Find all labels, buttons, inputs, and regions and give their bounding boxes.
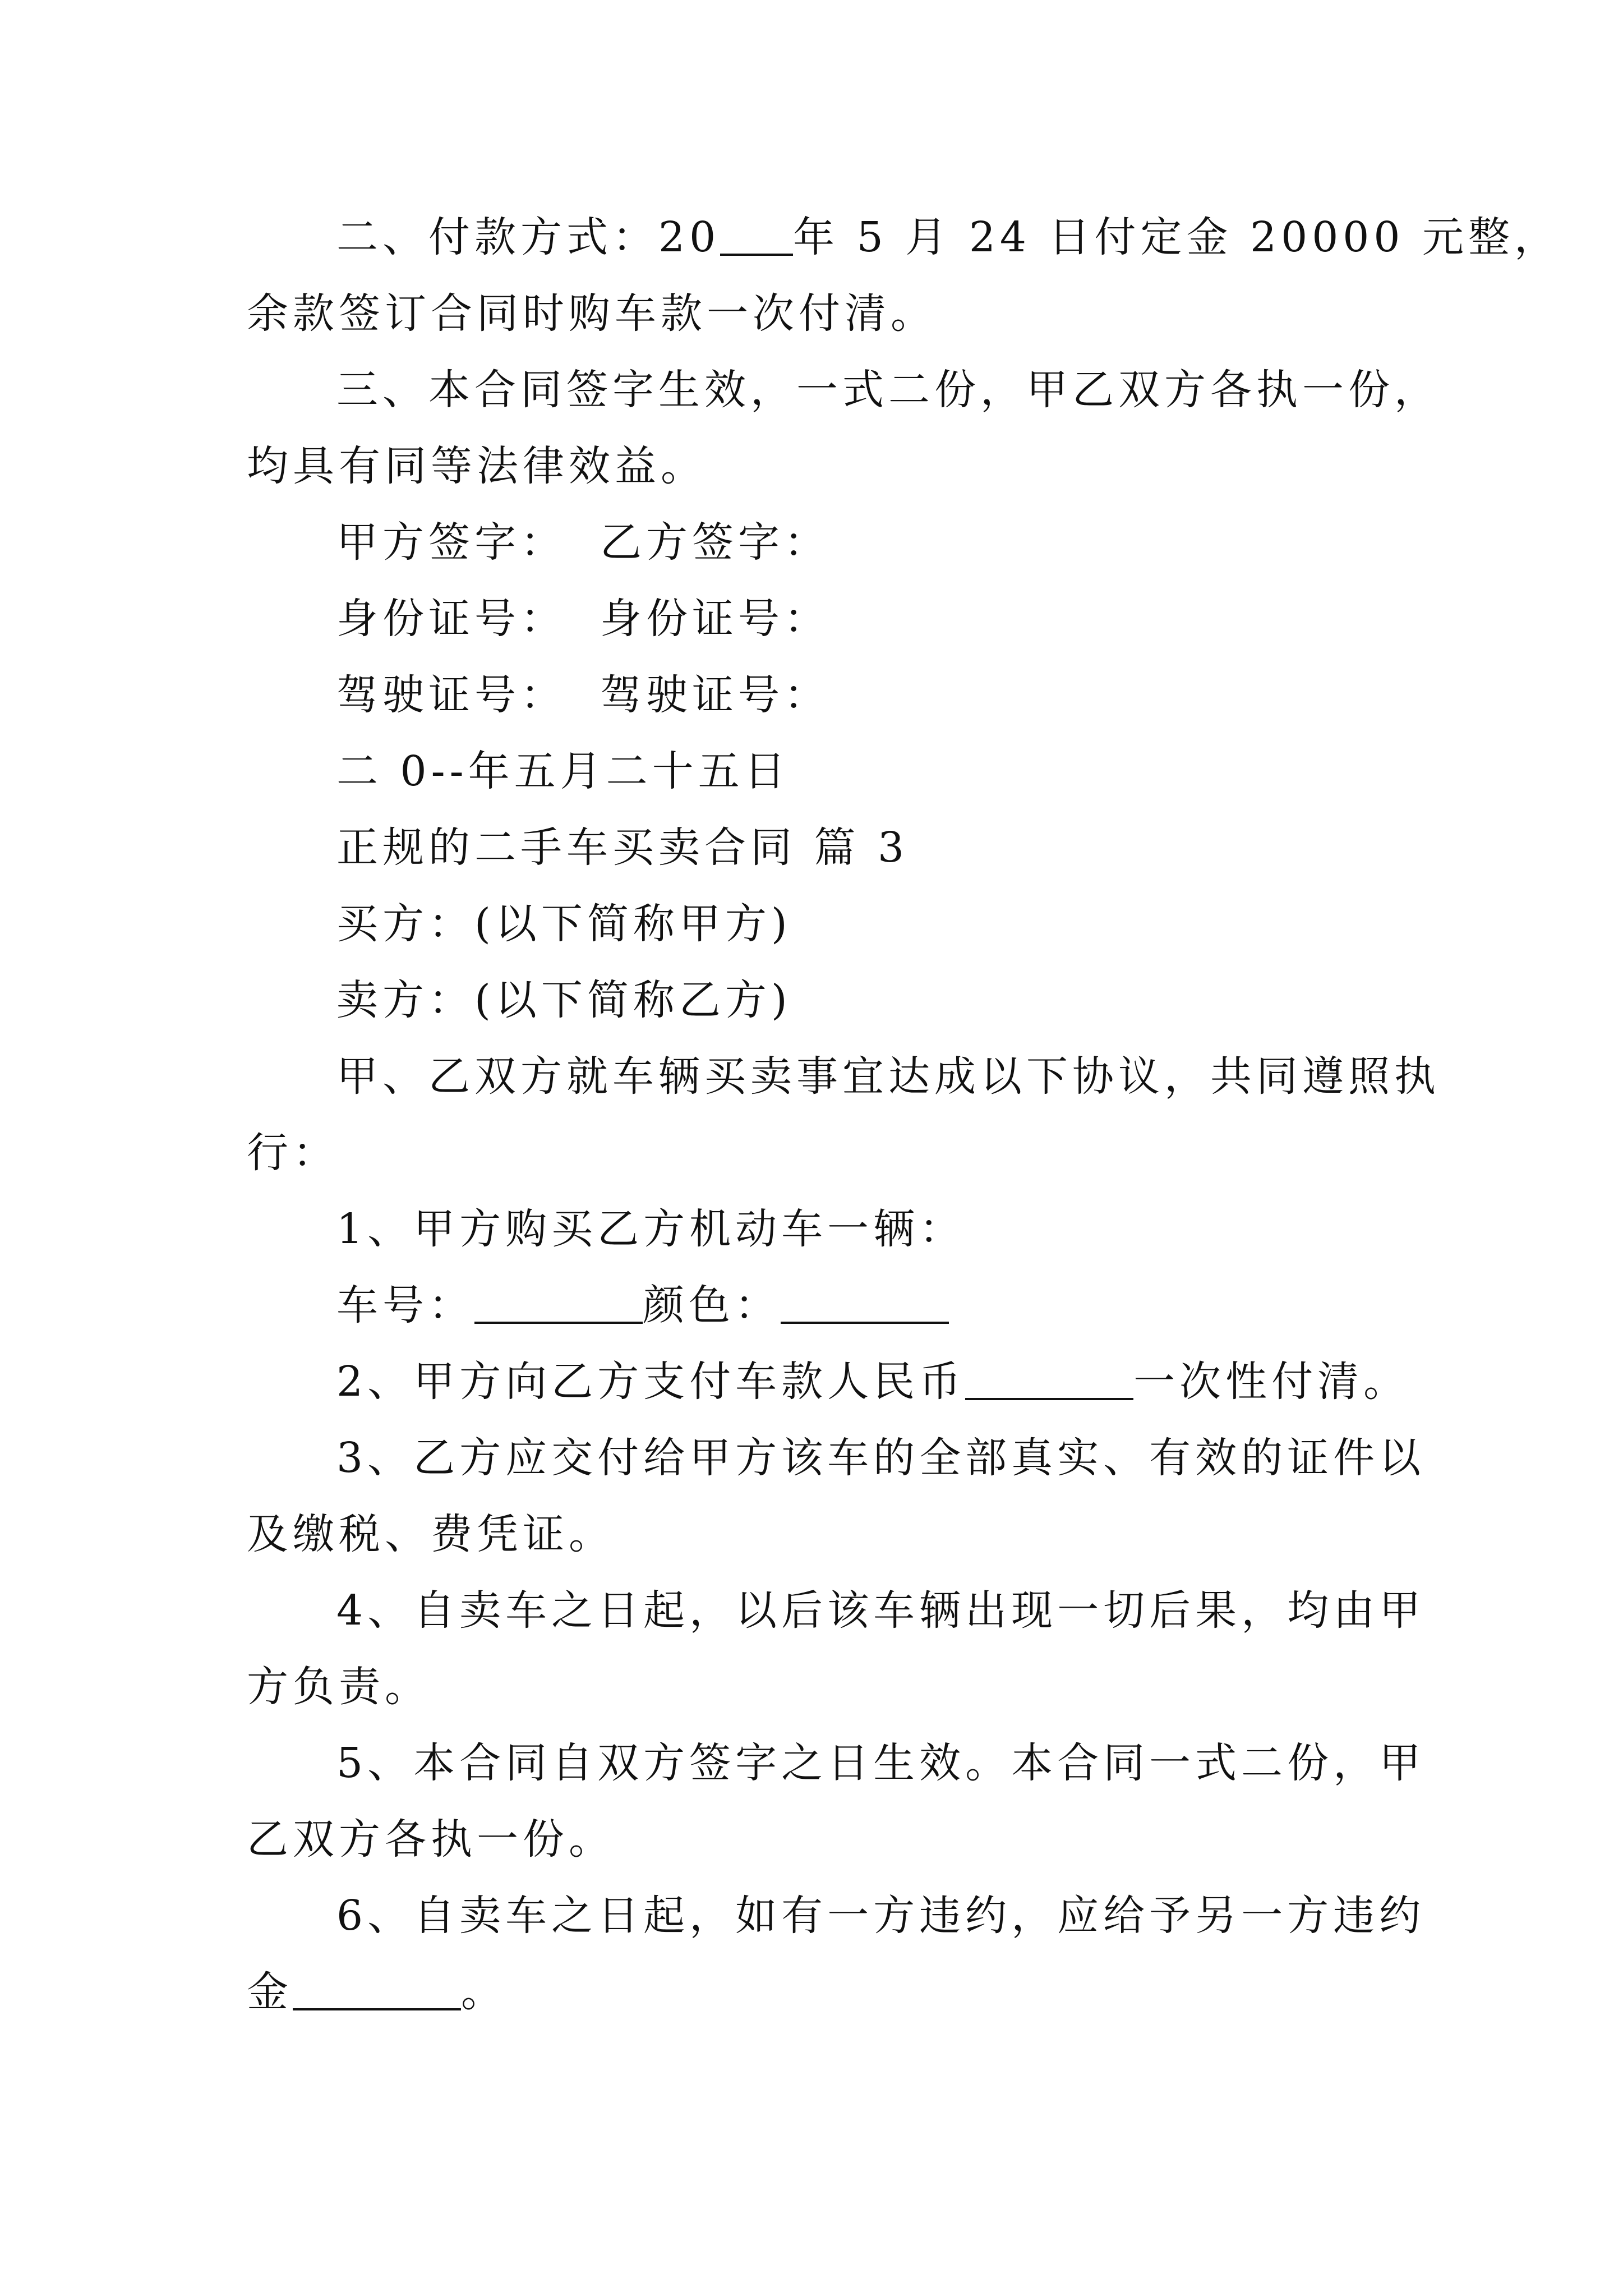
item-4-line-2: 方负责。 bbox=[247, 1663, 431, 1711]
payment-clause-text-b: 年 5 月 24 日付定金 20000 元整， bbox=[793, 213, 1560, 261]
party-a-signature-label: 甲方签字： bbox=[336, 518, 566, 567]
section-title: 正规的二手车买卖合同 篇 3 bbox=[336, 823, 909, 872]
plate-blank bbox=[474, 1322, 643, 1324]
item-6-line-2 bbox=[247, 1954, 1388, 2030]
amount-blank bbox=[965, 1398, 1133, 1400]
color-label: 颜色： bbox=[643, 1281, 781, 1329]
payment-clause-line-2: 余款签订合同时购车款一次付清。 bbox=[247, 289, 937, 338]
intro-line-2: 行： bbox=[247, 1129, 339, 1177]
payment-clause-text-a: 二、付款方式：20 bbox=[336, 213, 721, 261]
contract-date: 二 0--年五月二十五日 bbox=[336, 747, 790, 795]
item-2 bbox=[247, 1343, 1410, 1420]
item-3-line-1: 3、乙方应交付给甲方该车的全部真实、有效的证件以 bbox=[336, 1434, 1426, 1482]
year-blank bbox=[720, 254, 793, 256]
effect-clause-line-1: 三、本合同签字生效，一式二份，甲乙双方各执一份， bbox=[336, 366, 1440, 414]
item-6-text-a: 金 bbox=[247, 1968, 293, 2016]
signature-row bbox=[247, 504, 1388, 581]
contract-page bbox=[247, 199, 1560, 2030]
plate-label: 车号： bbox=[336, 1281, 474, 1329]
item-6-text-b: 。 bbox=[461, 1968, 507, 2016]
item-6-line-1: 6、自卖车之日起，如有一方违约，应给予另一方违约 bbox=[336, 1892, 1426, 1940]
item-3-line-2: 及缴税、费凭证。 bbox=[247, 1510, 615, 1558]
payment-clause-line-1 bbox=[247, 199, 1560, 275]
color-blank bbox=[781, 1322, 949, 1324]
id-number-row bbox=[247, 581, 1388, 657]
party-b-signature-label: 乙方签字： bbox=[600, 518, 830, 567]
party-a-id-label: 身份证号： bbox=[336, 595, 566, 643]
item-1: 1、甲方购买乙方机动车一辆： bbox=[336, 1205, 966, 1253]
party-b-id-label: 身份证号： bbox=[600, 595, 830, 643]
penalty-blank bbox=[293, 2008, 461, 2010]
effect-clause-line-2: 均具有同等法律效益。 bbox=[247, 442, 707, 490]
item-5-line-1: 5、本合同自双方签字之日生效。本合同一式二份，甲 bbox=[336, 1739, 1426, 1787]
plate-color-row bbox=[247, 1267, 1388, 1343]
party-a-license-label: 驾驶证号： bbox=[336, 671, 566, 719]
license-number-row bbox=[247, 657, 1388, 733]
item-2-text-a: 2、甲方向乙方支付车款人民币 bbox=[336, 1358, 966, 1406]
party-b-license-label: 驾驶证号： bbox=[600, 671, 830, 719]
intro-line-1: 甲、乙双方就车辆买卖事宜达成以下协议，共同遵照执 bbox=[336, 1052, 1440, 1101]
item-5-line-2: 乙双方各执一份。 bbox=[247, 1815, 615, 1864]
buyer-line: 买方：(以下简称甲方) bbox=[336, 900, 792, 948]
seller-line: 卖方：(以下简称乙方) bbox=[336, 976, 792, 1024]
item-2-text-b: 一次性付清。 bbox=[1133, 1358, 1410, 1406]
item-4-line-1: 4、自卖车之日起，以后该车辆出现一切后果，均由甲 bbox=[336, 1586, 1426, 1635]
